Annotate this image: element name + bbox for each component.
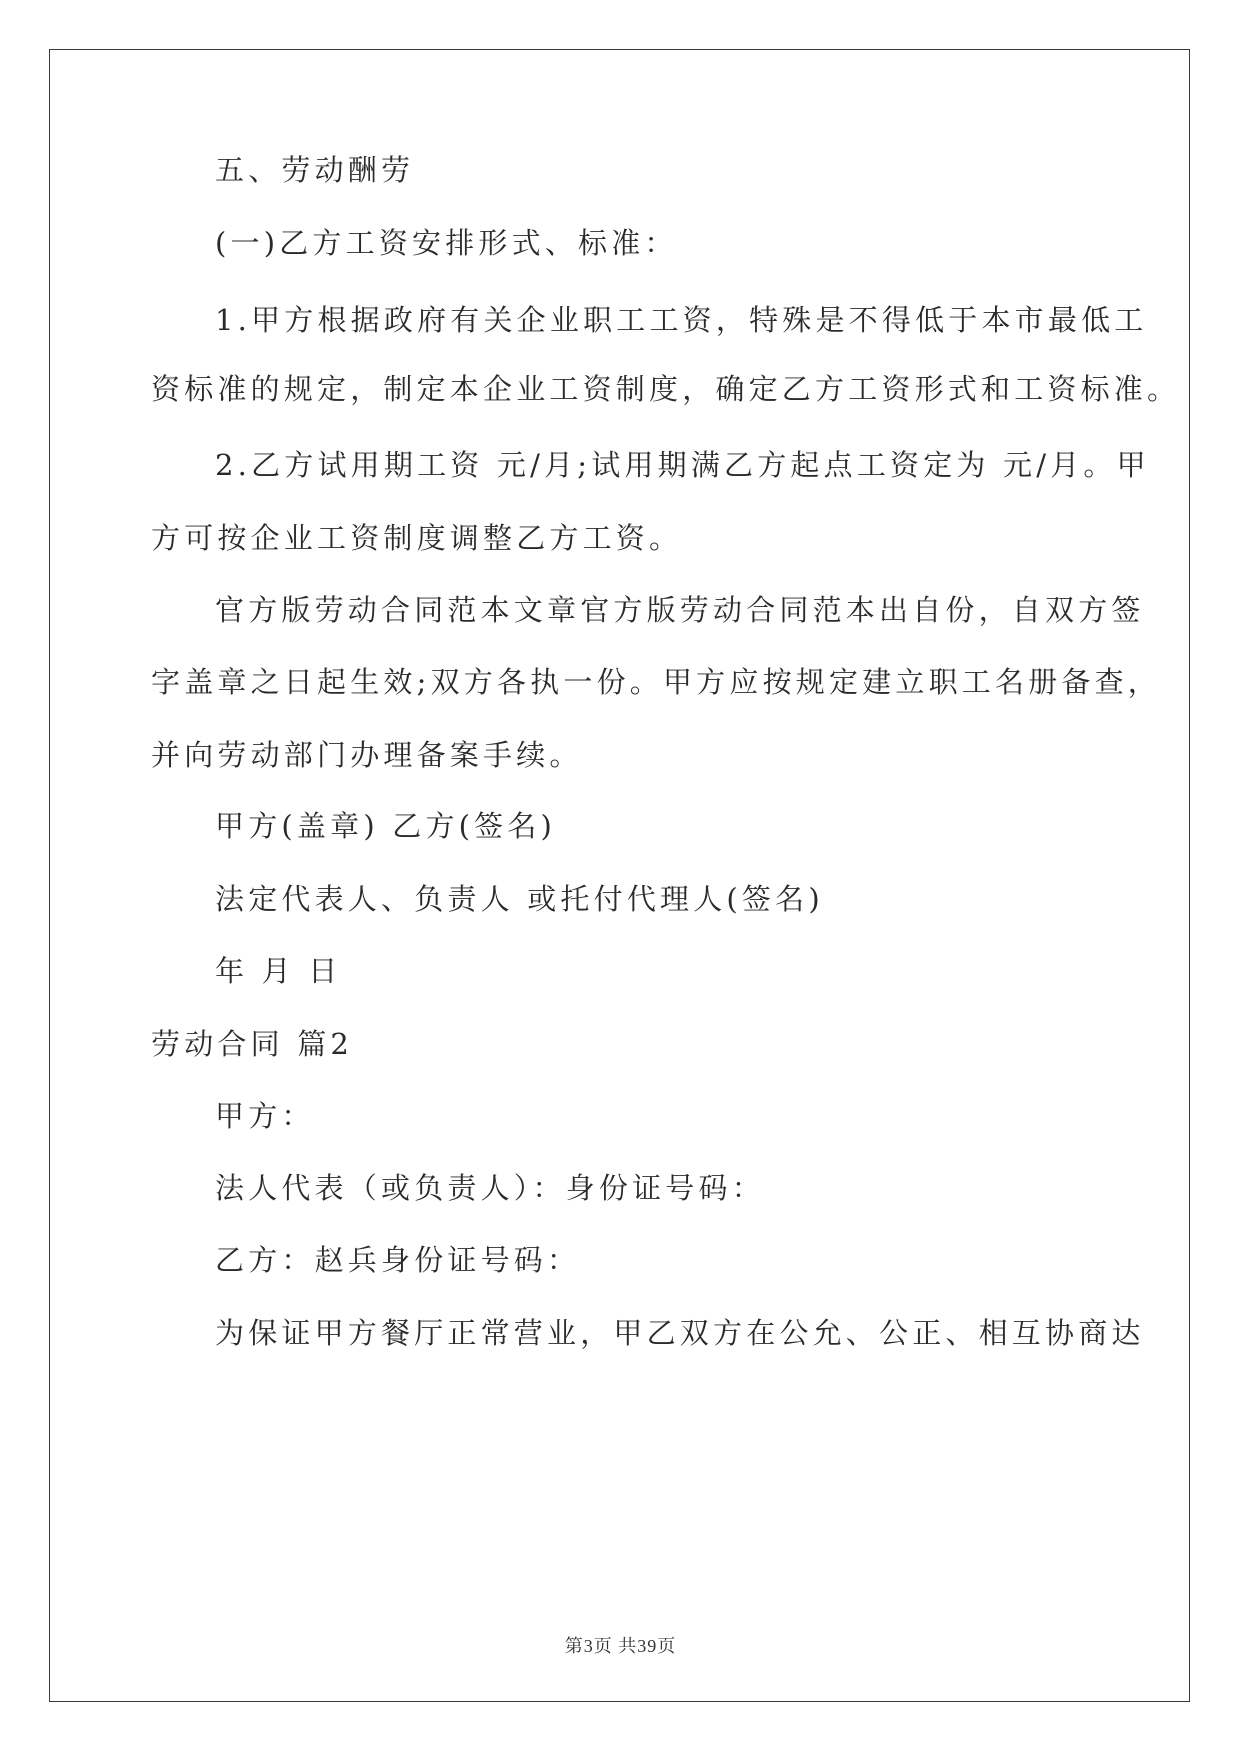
legal-rep-line: 法人代表（或负责人）：身份证号码： [215, 1171, 765, 1205]
paragraph-line: 方可按企业工资制度调整乙方工资。 [151, 521, 683, 555]
paragraph-line: 2.乙方试用期工资 元/月;试用期满乙方起点工资定为 元/月。甲 [215, 448, 1150, 482]
section-heading: 五、劳动酬劳 [215, 153, 415, 187]
paragraph-line: 官方版劳动合同范本文章官方版劳动合同范本出自份，自双方签 [215, 593, 1145, 627]
subsection-heading: (一)乙方工资安排形式、标准： [215, 226, 678, 260]
paragraph-line: 字盖章之日起生效;双方各执一份。甲方应按规定建立职工名册备查， [151, 665, 1161, 699]
paragraph-line: 1.甲方根据政府有关企业职工工资，特殊是不得低于本市最低工 [215, 303, 1148, 337]
paragraph-line: 为保证甲方餐厅正常营业，甲乙双方在公允、公正、相互协商达 [215, 1316, 1145, 1350]
party-b-line: 乙方：赵兵身份证号码： [215, 1243, 581, 1277]
document-title: 劳动合同 篇2 [151, 1027, 354, 1061]
page-number: 第3页 共39页 [564, 1636, 677, 1656]
date-line: 年 月 日 [215, 954, 342, 988]
signature-line: 法定代表人、负责人 或托付代理人(签名) [215, 882, 824, 916]
party-a-line: 甲方： [215, 1099, 315, 1133]
signature-line: 甲方(盖章) 乙方(签名) [215, 809, 557, 843]
paragraph-line: 并向劳动部门办理备案手续。 [151, 738, 583, 772]
paragraph-line: 资标准的规定，制定本企业工资制度，确定乙方工资形式和工资标准。 [151, 372, 1181, 406]
page-border [49, 49, 1190, 1702]
